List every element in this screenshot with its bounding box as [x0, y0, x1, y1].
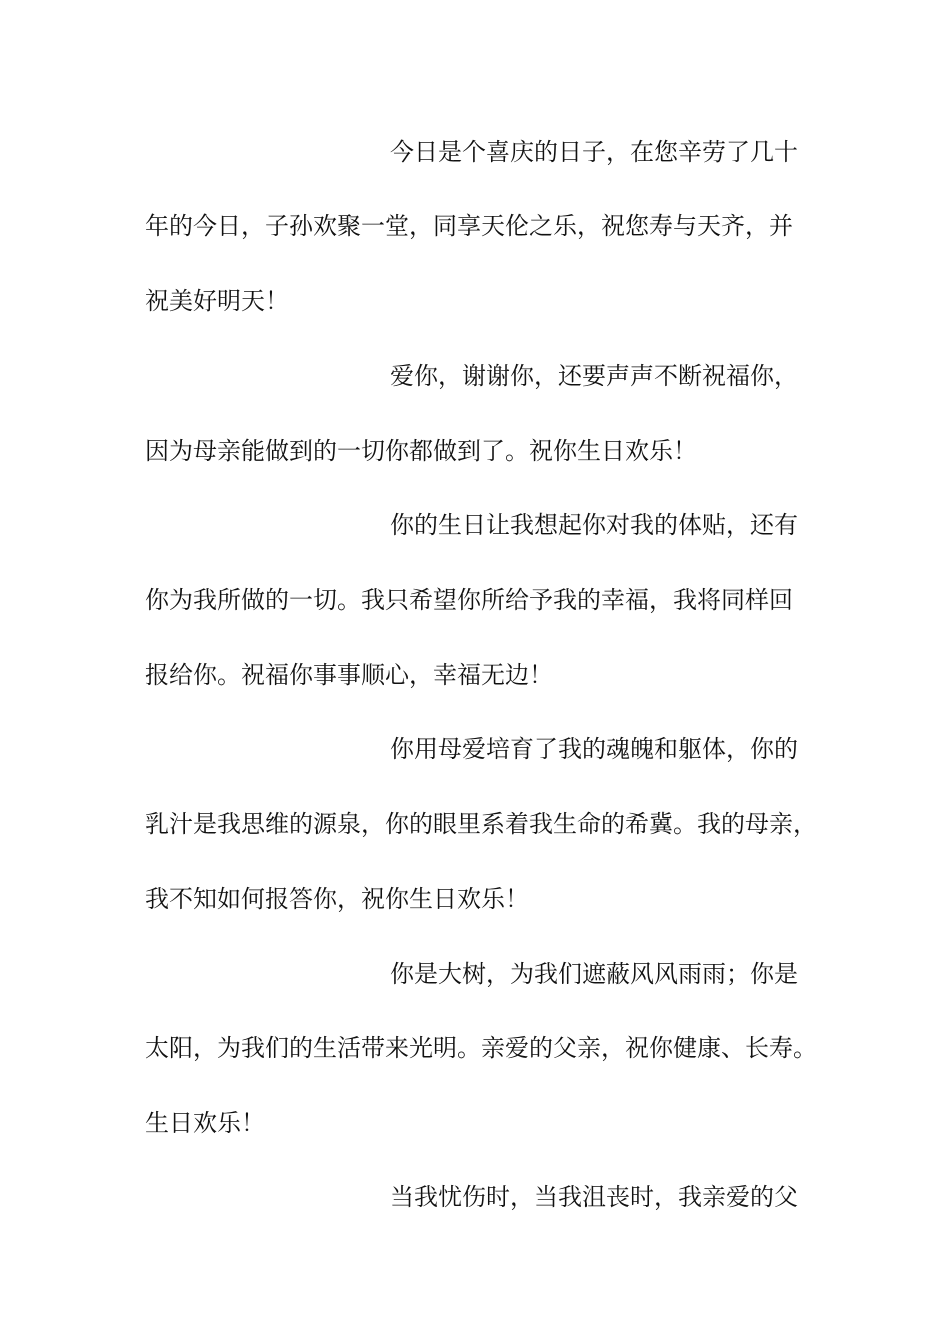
- paragraph-line: 因为母亲能做到的一切你都做到了。祝你生日欢乐！: [145, 437, 697, 465]
- paragraph-line: 你用母爱培育了我的魂魄和躯体，你的: [390, 735, 798, 763]
- paragraph-line: 祝美好明天！: [145, 287, 289, 315]
- paragraph-line: 报给你。祝福你事事顺心，幸福无边！: [145, 661, 553, 689]
- paragraph-line: 太阳，为我们的生活带来光明。亲爱的父亲，祝你健康、长寿。: [145, 1034, 817, 1062]
- paragraph-line: 当我忧伤时，当我沮丧时，我亲爱的父: [390, 1183, 798, 1211]
- paragraph-line: 生日欢乐！: [145, 1109, 265, 1137]
- paragraph-line: 今日是个喜庆的日子，在您辛劳了几十: [390, 138, 798, 166]
- paragraph-line: 乳汁是我思维的源泉，你的眼里系着我生命的希冀。我的母亲，: [145, 810, 817, 838]
- paragraph-line: 年的今日，子孙欢聚一堂，同享天伦之乐，祝您寿与天齐，并: [145, 212, 793, 240]
- paragraph-line: 爱你，谢谢你，还要声声不断祝福你，: [390, 362, 798, 390]
- paragraph-line: 我不知如何报答你，祝你生日欢乐！: [145, 885, 529, 913]
- paragraph-line: 你是大树，为我们遮蔽风风雨雨；你是: [390, 960, 798, 988]
- paragraph-line: 你为我所做的一切。我只希望你所给予我的幸福，我将同样回: [145, 586, 793, 614]
- paragraph-line: 你的生日让我想起你对我的体贴，还有: [390, 511, 798, 539]
